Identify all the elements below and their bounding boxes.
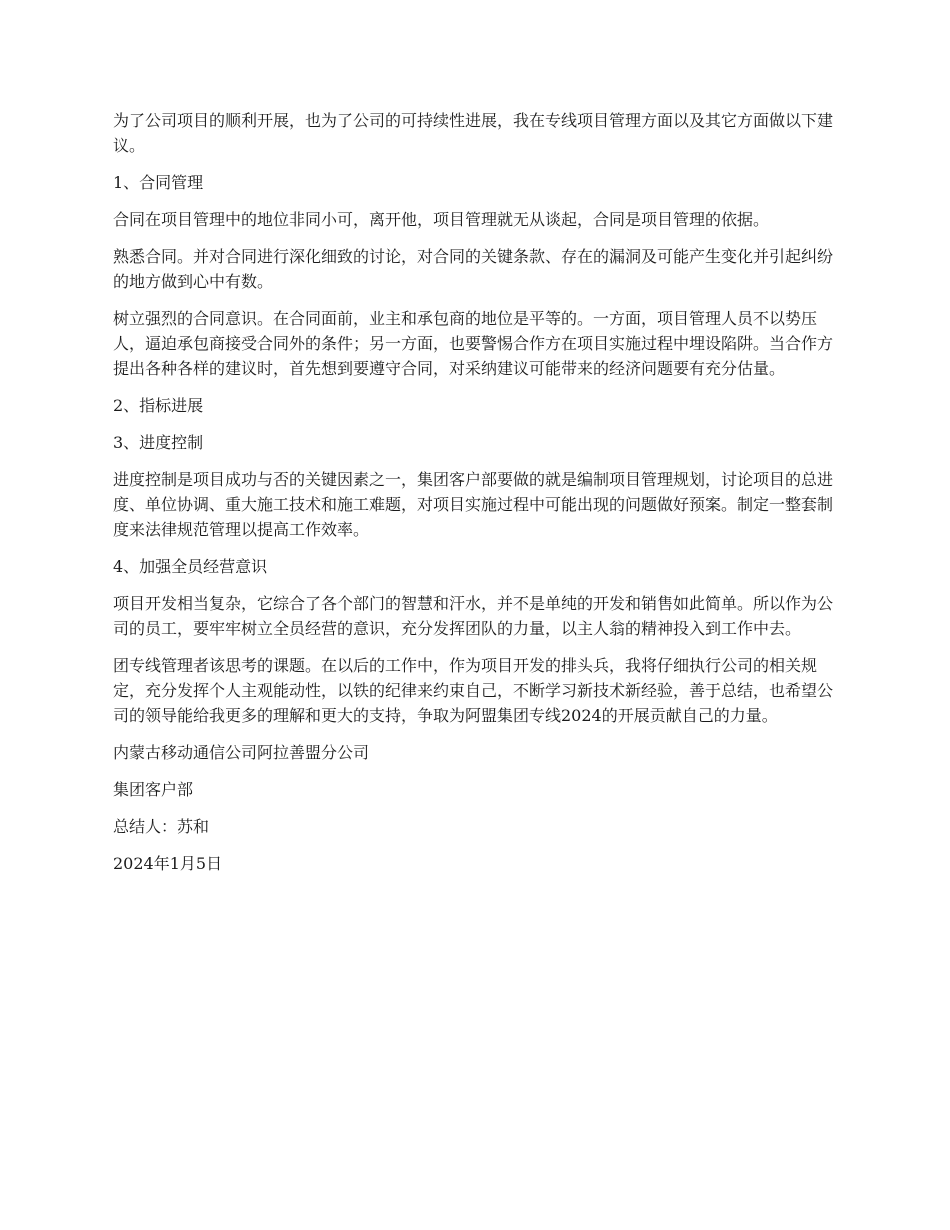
section-heading-indicator-progress: 2、指标进展 (113, 396, 204, 415)
section-heading-schedule-control: 3、进度控制 (113, 433, 204, 452)
intro-paragraph: 为了公司项目的顺利开展，也为了公司的可持续性进展，我在专线项目管理方面以及其它方面做以下建议。 (113, 111, 834, 155)
section-heading-contract-management: 1、合同管理 (113, 173, 204, 192)
contract-importance-paragraph: 合同在项目管理中的地位非同小可，离开他，项目管理就无从谈起，合同是项目管理的依据。 (113, 210, 770, 229)
section-heading-business-awareness: 4、加强全员经营意识 (113, 557, 268, 576)
familiarize-contract-paragraph: 熟悉合同。并对合同进行深化细致的讨论，对合同的关键条款、存在的漏洞及可能产生变化并引起纠纷的地方做到心中有数。 (113, 247, 834, 291)
schedule-control-paragraph: 进度控制是项目成功与否的关键因素之一，集团客户部要做的就是编制项目管理规划，讨论项目的总进度、单位协调、重大施工技术和施工难题，对项目实施过程中可能出现的问题做好预案。制定一整套制度来法律规范管理以提高工作效率。 (113, 470, 834, 539)
project-development-paragraph: 项目开发相当复杂，它综合了各个部门的智慧和汗水，并不是单纯的开发和销售如此简单。所以作为公司的员工，要牢牢树立全员经营的意识，充分发挥团队的力量，以主人翁的精神投入到工作中去。 (113, 594, 834, 638)
date-line: 2024年1月5日 (113, 854, 223, 873)
author-line: 总结人：苏和 (113, 817, 210, 836)
closing-paragraph: 团专线管理者该思考的课题。在以后的工作中，作为项目开发的排头兵，我将仔细执行公司的相关规定，充分发挥个人主观能动性，以铁的纪律来约束自己，不断学习新技术新经验，善于总结，也希望公司的领导能给我更多的理解和更大的支持，争取为阿盟集团专线2024的开展贡献自己的力量。 (113, 656, 834, 725)
document-page (113, 108, 840, 888)
department-name: 集团客户部 (113, 780, 194, 799)
contract-awareness-paragraph: 树立强烈的合同意识。在合同面前，业主和承包商的地位是平等的。一方面，项目管理人员不以势压人，逼迫承包商接受合同外的条件；另一方面，也要警惕合作方在项目实施过程中埋设陷阱。当合作方提出各种各样的建议时，首先想到要遵守合同，对采纳建议可能带来的经济问题要有充分估量。 (113, 309, 834, 378)
company-name: 内蒙古移动通信公司阿拉善盟分公司 (113, 743, 370, 762)
